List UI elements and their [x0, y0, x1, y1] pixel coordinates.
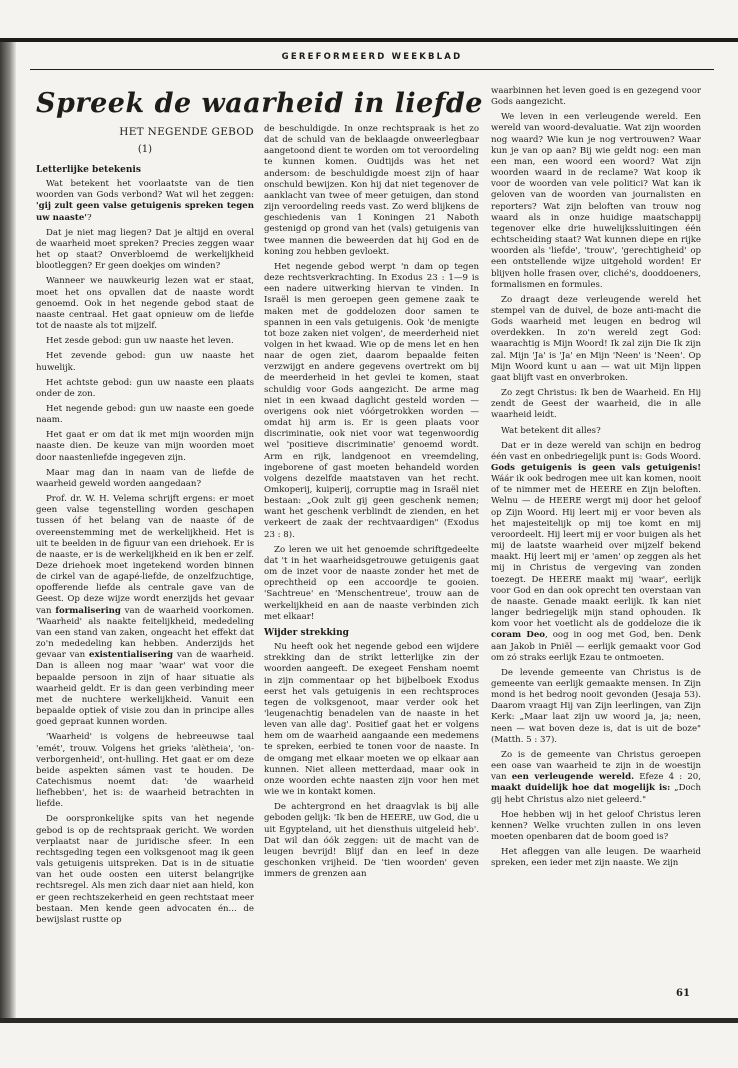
- column-1: [36, 160, 254, 930]
- paragraph: Het zevende gebod: gun uw naaste het huwelijk.: [36, 351, 254, 373]
- paragraph: Prof. dr. W. H. Velema schrijft ergens: er moet geen valse tegenstelling worden geschapen tussen óf het belang van de naaste óf de overeenstemming met de werkelijkheid. Het is uit te beelden in de figuur van een driehoek. Er is de naaste, er is de werkelijkheid en ik ben er zelf. Deze driehoek moet ingetekend worden binnen de cirkel van de agapé-liefde, de onzelfzuchtige, opofferende liefde als centrale gave van de Geest. Op deze wijze wordt enerzijds het gevaar van formalisering van de waarheid voorkomen. 'Waarheid' als naakte feitelijkheid, mededeling van een stand van zaken, ongeacht het effekt dat zo'n mededeling kan hebben. Anderzijds het gevaar van existentialisering van de waarheid. Dan is alleen nog maar 'waar' wat voor die bepaalde persoon in zijn of haar situatie als waarheid geldt. Er is dan geen verbinding meer met de nuchtere werkelijkheid. Vanuit een bepaalde optiek of visie zou dan in principe alles goed gepraat kunnen worden.: [36, 494, 255, 728]
- paragraph: 'Waarheid' is volgens de hebreeuwse taal 'emét', trouw. Volgens het grieks 'alètheia', 'on-verborgenheid', ont-hulling. Het gaat er om deze beide aspekten sámen vast te houden. De Catechismus noemt dat: 'de waarheid liefhebben', het is: de waarheid betrachten in liefde.: [36, 732, 254, 810]
- column-3: [491, 86, 701, 873]
- paragraph: Dat je niet mag liegen? Dat je altijd en overal de waarheid moet spreken? Precies zeggen waar het op staat? Onverbloemd de werkelijkheid blootleggen? Er geen doekjes om winden?: [36, 227, 254, 272]
- paragraph: De achtergrond en het draagvlak is bij alle geboden gelijk: 'Ik ben de HEERE, uw God, die u uit Egypteland, uit het diensthuis uitgeleid heb'. Dat wil dan óók zeggen: uit de macht van de leugen bevrijd! Blijf dan en leef in deze geschonken vrijheid. De 'tien woorden' geven immers de grenzen aan: [264, 802, 479, 880]
- article-part-number: (1): [137, 144, 153, 155]
- page-binding-edge: [0, 38, 16, 1018]
- paragraph: Dat er in deze wereld van schijn en bedrog één vast en onbedriegelijk punt is: Gods Woord. Gods getuigenis is geen vals getuigenis! Wáár ik ook bedrogen mee uit kan komen, nooit of te nimmer met de HEERE en Zijn beloften. Welnu — de HEERE wergt mij door het geloof op Zijn Woord. Hij leert mij er voor beven als het majesteitelijk op mij toe komt en mij veroordeelt. Hij leert mij er voor buigen als het mij de laatste waarheid over mijzelf bekend maakt. Hij leert mij er 'amen' op zeggen als het mij in Christus de vergeving van zonden toezegt. De HEERE maakt mij 'waar', eerlijk voor God en dan ook oprecht ten overstaan van de naaste. Genade maakt eerlijk. Ik kan niet langer bedriegelijk mijn stand ophouden. Ik kom voor het voetlicht als de goddeloze die ik coram Deo, oog in oog met God, ben. Denk aan Jakob in Pniël — eerlijk gemaakt voor God om zó straks eerlijk Ezau te ontmoeten.: [491, 440, 701, 663]
- paragraph: De oorspronkelijke spits van het negende gebod is op de rechtspraak gericht. We worden verplaatst naar de juridische sfeer. In een rechtsgeding tegen een volksgenoot mag ik geen vals getuigenis uitspreken. Dat is in de situatie van het oude oosten een uiterst belangrijke rechtsregel. Als men zich daar niet aan hield, kon er geen rechtszekerheid en geen rechtstaat meer bestaan. Men kende geen advocaten én... de bewijslast rustte op: [36, 814, 254, 925]
- paragraph: de beschuldigde. In onze rechtspraak is het zo dat de schuld van de beklaagde onweerlegbaar aangetoond dient te worden om tot veroordeling te kunnen komen. Oudtijds was het net andersom: de beschuldigde moest zijn of haar onschuld bewijzen. Kon hij dat niet tegenover de aanklacht van twee of meer getuigen, dan stond zijn veroordeling reeds vast. Zo werd blijkens de geschiedenis van 1 Koningen 21 Naboth gestenigd op grond van het (vals) getuigenis van twee mannen die beweerden dat hij God en de koning zou hebben gevloekt.: [264, 124, 479, 257]
- paragraph: Wat betekent het voorlaatste van de tien woorden van Gods verbond? Wat wil het zeggen: 'gij zult geen valse getuigenis spreken tegen uw naaste'?: [36, 179, 254, 223]
- paragraph: Het negende gebod werpt 'n dam op tegen deze rechtsverkrachting. In Exodus 23 : 1—9 is een nadere uitwerking hiervan te vinden. In Israël is men geroepen geen gemene zaak te maken met de goddelozen door samen te spannen in een vals getuigenis. Ook 'de menigte tot boze zaken niet volgen', de meerderheid niet volgen in het kwaad. Wie op de mens let en hen naar de ogen ziet, daarom bepaalde feiten verzwijgt en andere gegevens overtrekt om bij de meerderheid in het gevlei te komen, staat schuldig voor Gods aangezicht. De arme mag niet in een kwaad daglicht gesteld worden — overigens ook niet vóórgetrokken worden — omdat hij arm is. Er is geen plaats voor discriminatie, ook niet voor wat tegenwoordig wel 'positieve discriminatie' genoemd wordt. Arm en rijk, landgenoot en vreemdeling, ingeborene of gast moeten behandeld worden volgens dezelfde maatstaven van het recht. Omkoperij, kuiperij, corruptie mag in Israël niet bestaan: „Ook zult gij geen geschenk nemen; want het geschenk verblindt de zienden, en het verkeert de zaak der rechtvaardigen" (Exodus 23 : 8).: [264, 261, 479, 540]
- paragraph: Wat betekent dit alles?: [501, 425, 601, 436]
- paragraph: Het negende gebod: gun uw naaste een goede naam.: [36, 403, 254, 426]
- running-header: [30, 52, 714, 70]
- magazine-title: GEREFORMEERD WEEKBLAD: [281, 52, 463, 62]
- article-subtitle: HET NEGENDE GEBOD: [119, 126, 254, 138]
- top-rule: [0, 38, 738, 42]
- section-heading: Wijder strekking: [264, 627, 349, 638]
- paragraph: Het gaat er om dat ik met mijn woorden mijn naaste dien. De keuze van mijn woorden moet door naastenliefde ingegeven zijn.: [36, 430, 254, 463]
- paragraph: waarbinnen het leven goed is en gezegend voor Gods aangezicht.: [491, 86, 701, 108]
- paragraph: Het zesde gebod: gun uw naaste het leven.: [46, 336, 234, 347]
- paragraph: Het achtste gebod: gun uw naaste een plaats onder de zon.: [36, 377, 254, 399]
- paragraph: Nu heeft ook het negende gebod een wijdere strekking dan de strikt letterlijke zin der woorden aangeeft. De exegeet Fensham noemt in zijn commentaar op het bijbelboek Exodus eerst het vals getuigenis in een rechtsproces tegen de volksgenoot, maar verder ook het 'leugenachtig benadelen van de naaste in het leven van alle dag'. Positief gaat het er volgens hem om de waarheid aangaande een medemens te spreken, eerbied te tonen voor de naaste. In de omgang met elkaar moeten we op elkaar aan kunnen. Niet alleen metterdaad, maar ook in onze woorden echte naasten zijn voor hen met wie we in kontakt komen.: [264, 642, 479, 798]
- bottom-rule: [0, 1018, 738, 1023]
- paragraph: We leven in een verleugende wereld. Een wereld van woord-devaluatie. Wat zijn woorden nog waard? Wie kun je nog vertrouwen? Waar kun je van op aan? Bij wie geldt nog: een man een man, een woord een woord? Wat zijn woorden waard in de reclame? Wat koop ik voor de woorden van vele politici? Wat kan ik geloven van de woorden van journalisten en reporters? Wat zijn beloften van trouw nog waard als in onze huidige maatschappij tegenover elke drie huwelijkssluitingen één echtscheiding staat? Wat kunnen diepe en rijke woorden als 'liefde', 'trouw', 'gerechtigheid' op een ontstellende wijze uitgehold worden! Er blijven holle frasen over, cliché's, dooddoeners, formalismen en formules.: [491, 112, 701, 290]
- paragraph: Zo leren we uit het genoemde schriftgedeelte dat 't in het waarheidsgetrouwe getuigenis gaat om de inzet voor de naaste zonder het met de oprechtheid op een accoordje te gooien. 'Sachtreue' en 'Menschentreue', trouw aan de werkelijkheid en aan de naaste verbinden zich met elkaar!: [264, 544, 479, 622]
- article-title: Spreek de waarheid in liefde: [36, 88, 483, 119]
- paragraph: Zo zegt Christus: Ik ben de Waarheid. En Hij zendt de Geest der waarheid, die in alle waarheid leidt.: [491, 388, 701, 421]
- section-heading: Letterlijke betekenis: [36, 165, 141, 175]
- paragraph: Hoe hebben wij in het geloof Christus leren kennen? Welke vruchten zullen in ons leven moeten openbaren dat de boom goed is?: [491, 809, 701, 842]
- paragraph: Maar mag dan in naam van de liefde de waarheid geweld worden aangedaan?: [36, 467, 254, 489]
- paragraph: Zo draagt deze verleugende wereld het stempel van de duivel, de boze anti-macht die Gods waarheid met leugen en bedrog wil overdekken. In zo'n wereld zegt God: waarachtig is Mijn Woord! Ik zal zijn Die Ik zijn zal. Mijn 'Ja' is 'Ja' en Mijn 'Neen' is 'Neen'. Op Mijn Woord kunt u aan — wat uit Mijn lippen gaat blijft vast en onverbroken.: [491, 294, 701, 383]
- paragraph: Het afleggen van alle leugen. De waarheid spreken, een ieder met zijn naaste. We zijn: [491, 847, 701, 869]
- paragraph: De levende gemeente van Christus is de gemeente van eerlijk gemaakte mensen. In Zijn mond is het bedrog nooit gevonden (Jesaja 53). Daarom vraagt Hij van Zijn leerlingen, van Zijn Kerk: „Maar laat zijn uw woord ja, ja; neen, neen — wat boven deze is, dat is uit de boze" (Matth. 5 : 37).: [491, 667, 701, 745]
- paragraph: Zo is de gemeente van Christus geroepen een oase van waarheid te zijn in de woestijn van een verleugende wereld. Efeze 4 : 20, maakt duidelijk hoe dat mogelijk is: „Doch gij hebt Christus alzo niet geleerd.": [491, 749, 701, 805]
- page-number: 61: [676, 988, 690, 999]
- column-2: [264, 124, 479, 884]
- paragraph: Wanneer we nauwkeurig lezen wat er staat, moet het ons opvallen dat de naaste wordt genoemd. Ook in het negende gebod staat de naaste centraal. Het gaat opnieuw om de liefde tot de naaste als tot mijzelf.: [36, 276, 254, 332]
